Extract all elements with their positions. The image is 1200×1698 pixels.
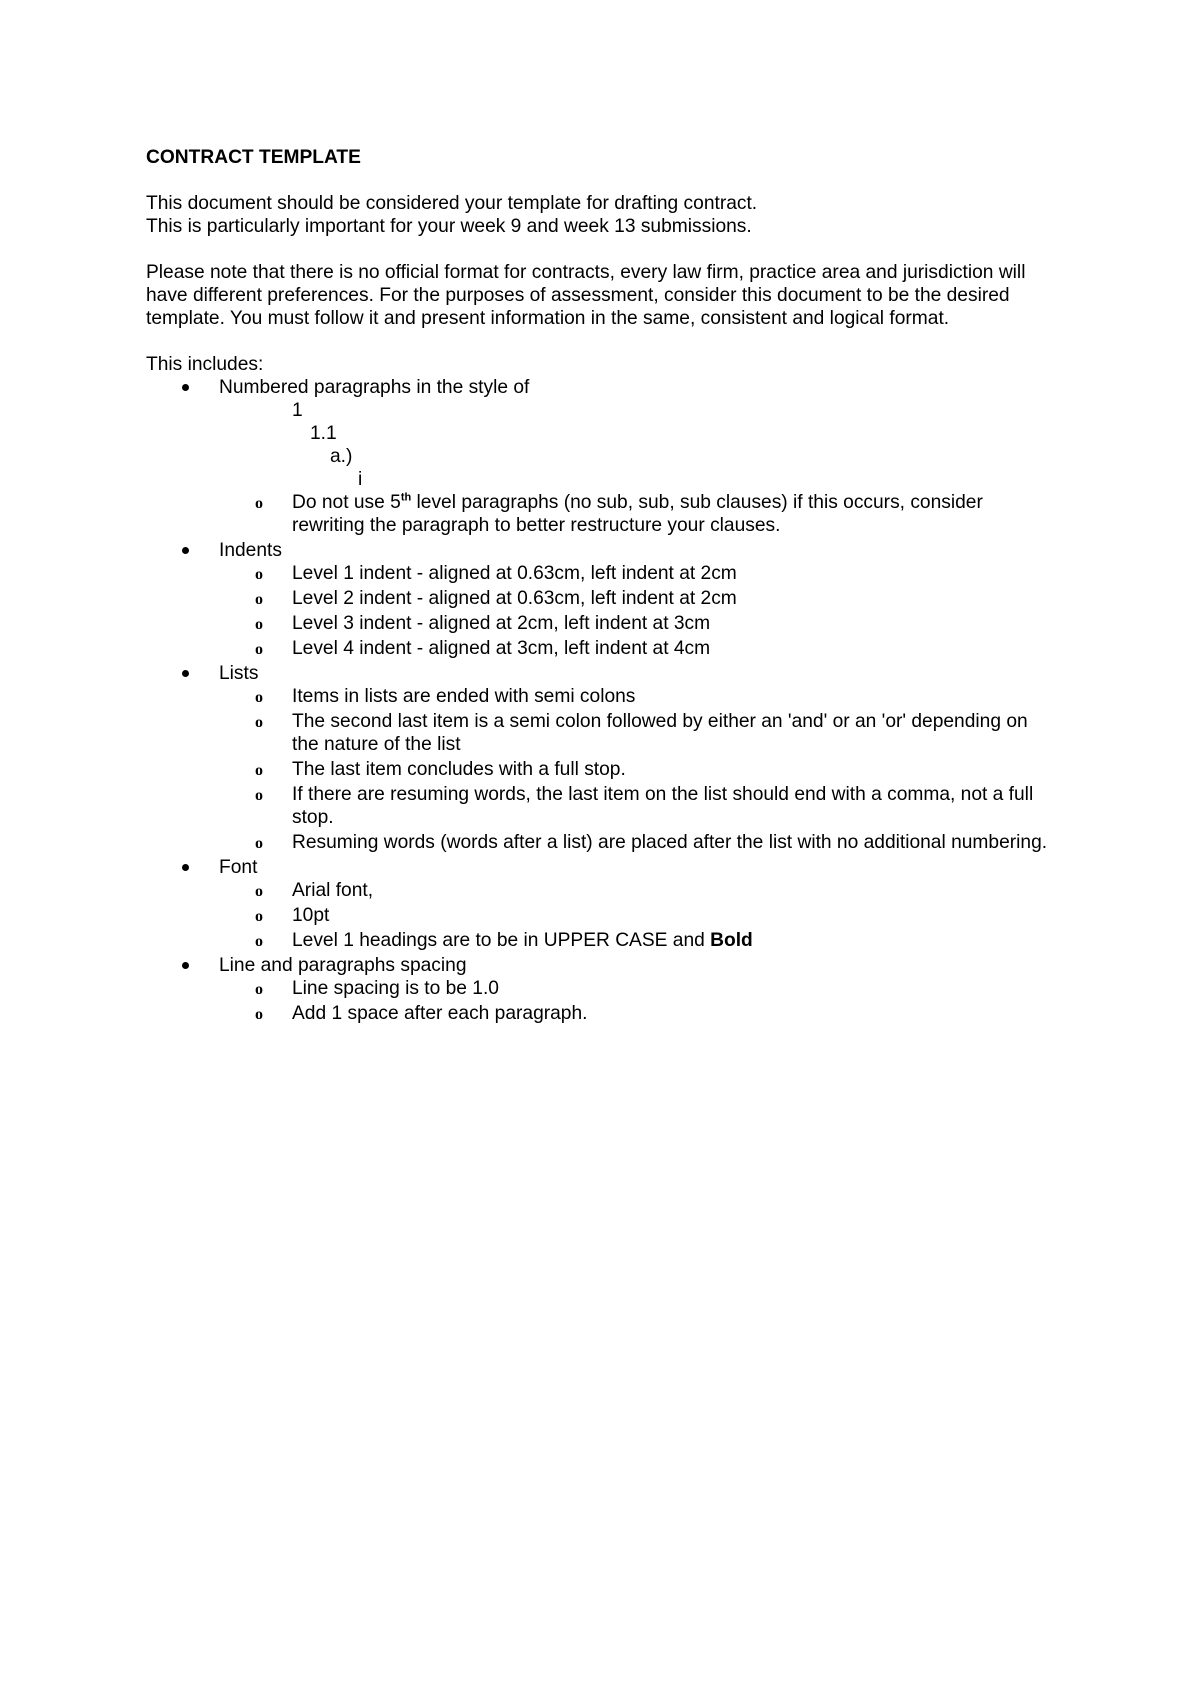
sub-item (219, 685, 1056, 708)
sub-item-text: The second last item is a semi colon followed by either an 'and' or an 'or' depending on the nature of the list (292, 711, 1028, 755)
bullet-icon (182, 384, 189, 391)
sub-item (219, 831, 1056, 854)
sub-bullet-icon: o (255, 616, 263, 633)
sub-list (219, 491, 1056, 537)
sub-item (219, 587, 1056, 610)
bullet-numbered-paragraphs (146, 376, 1056, 537)
sub-item-text-pre: Do not use 5 (292, 492, 401, 513)
document-title: CONTRACT TEMPLATE (146, 147, 361, 168)
sub-bullet-icon: o (255, 835, 263, 852)
superscript-th: th (400, 491, 412, 504)
sub-item-text: Items in lists are ended with semi colons (292, 686, 636, 707)
bullet-icon (182, 864, 189, 871)
sub-item (219, 879, 1056, 902)
sub-bullet-icon: o (255, 933, 263, 950)
sub-item-text: Level 1 headings are to be in UPPER CASE and (292, 930, 711, 951)
sub-item-text: Level 4 indent - aligned at 3cm, left indent at 4cm (292, 638, 711, 659)
sub-bullet-icon: o (255, 981, 263, 998)
sub-item (219, 783, 1056, 829)
sub-list (219, 879, 1056, 952)
sub-item-text: Level 1 indent - aligned at 0.63cm, left indent at 2cm (292, 563, 737, 584)
sub-item (219, 637, 1056, 660)
sub-item (219, 1002, 1056, 1025)
sub-list (219, 977, 1056, 1025)
sub-item-text: Arial font, (292, 880, 374, 901)
sub-item (219, 491, 1056, 537)
sub-item-text: Add 1 space after each paragraph. (292, 1003, 588, 1024)
sub-item-text: If there are resuming words, the last item on the list should end with a comma, not a full stop. (292, 784, 1034, 828)
bullet-font (146, 856, 1056, 952)
numbering-level-2: 1.1 (310, 423, 337, 444)
bullet-label: Line and paragraphs spacing (219, 955, 467, 976)
sub-list (219, 562, 1056, 660)
intro-line-2: This is particularly important for your week 9 and week 13 submissions. (146, 216, 752, 237)
sub-item (219, 562, 1056, 585)
sub-item-text: 10pt (292, 905, 330, 926)
note-paragraph: Please note that there is no official format for contracts, every law firm, practice area and jurisdiction will have different preferences. For the purposes of assessment, consider this document to be the desired template. You must follow it and present information in the same, consistent and logical format. (146, 262, 1026, 329)
numbering-style-example (219, 399, 1056, 491)
sub-bullet-icon: o (255, 714, 263, 731)
numbering-level-1: 1 (292, 400, 303, 421)
sub-bullet-icon: o (255, 1006, 263, 1023)
bullet-icon (182, 547, 189, 554)
sub-bullet-icon: o (255, 762, 263, 779)
document-page (146, 146, 1056, 1027)
sub-item (219, 612, 1056, 635)
bullet-icon (182, 962, 189, 969)
sub-item-text: Resuming words (words after a list) are placed after the list with no additional numbering. (292, 832, 1048, 853)
sub-item (219, 710, 1056, 756)
sub-item-text: Level 2 indent - aligned at 0.63cm, left indent at 2cm (292, 588, 737, 609)
bold-word: Bold (710, 930, 753, 951)
includes-label: This includes: (146, 354, 264, 375)
bullet-indents (146, 539, 1056, 660)
sub-bullet-icon: o (255, 883, 263, 900)
sub-bullet-icon: o (255, 908, 263, 925)
sub-bullet-icon: o (255, 566, 263, 583)
bullet-label: Font (219, 857, 258, 878)
sub-bullet-icon: o (255, 591, 263, 608)
sub-item (219, 904, 1056, 927)
sub-item (219, 758, 1056, 781)
sub-item (219, 929, 1056, 952)
sub-item-text: The last item concludes with a full stop. (292, 759, 626, 780)
sub-bullet-icon: o (255, 689, 263, 706)
bullet-spacing (146, 954, 1056, 1025)
bullet-lists (146, 662, 1056, 854)
numbering-level-4: i (358, 469, 363, 490)
sub-item-text: Level 3 indent - aligned at 2cm, left indent at 3cm (292, 613, 711, 634)
sub-item-text: Line spacing is to be 1.0 (292, 978, 499, 999)
sub-bullet-icon: o (255, 787, 263, 804)
bullet-label: Numbered paragraphs in the style of (219, 377, 530, 398)
intro-line-1: This document should be considered your template for drafting contract. (146, 193, 758, 214)
bullet-icon (182, 670, 189, 677)
numbering-level-3: a.) (330, 446, 353, 467)
bullet-label: Indents (219, 540, 282, 561)
bullet-label: Lists (219, 663, 259, 684)
requirements-list (146, 376, 1056, 1025)
sub-item (219, 977, 1056, 1000)
sub-bullet-icon: o (255, 495, 263, 512)
sub-bullet-icon: o (255, 641, 263, 658)
sub-list (219, 685, 1056, 854)
sub-item-text-post: level paragraphs (no sub, sub, sub clauses) if this occurs, consider rewriting the paragraph to better restructure your clauses. (292, 492, 983, 536)
